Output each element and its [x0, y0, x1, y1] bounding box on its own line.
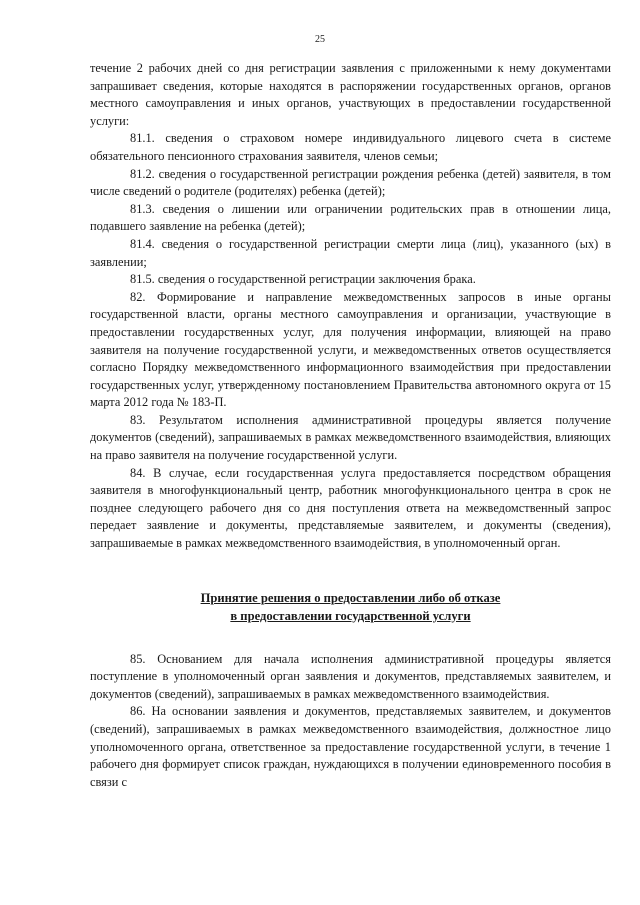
paragraph-p83: 83. Результатом исполнения административной процедуры является получение документов (сведений), запрашиваемых в рамках межведомственного взаимодействия, влияющих на право заявителя на получение государственной услуги.: [90, 412, 611, 463]
paragraph-p81-4: 81.4. сведения о государственной регистрации смерти лица (лиц), указанного (ых) в заявлении;: [90, 236, 611, 269]
paragraph-p82: 82. Формирование и направление межведомственных запросов в иные органы государственной власти, органы местного самоуправления и организации, участвующие в предоставлении государственных услуг, для получения информации, влияющей на право заявителя на получение государственной услуги, и межведомственных ответов осуществляется согласно Порядку межведомственного информационного взаимодействия при предоставлении государственных услуг, утвержденному постановлением Правительства автономного округа от 15 марта 2012 года № 183-П.: [90, 289, 611, 410]
section-heading-line-2: в предоставлении государственной услуги: [230, 608, 471, 623]
paragraph-p84: 84. В случае, если государственная услуга предоставляется посредством обращения заявителя в многофункциональный центр, работник многофункционального центра в срок не позднее следующего рабочего дня со дня поступления ответа на межведомственный запрос передает заявление и документы, представляемые заявителем, и документы (сведения), запрашиваемые в рамках межведомственного взаимодействия, в уполномоченный орган.: [90, 465, 611, 551]
paragraph-p81-2: 81.2. сведения о государственной регистрации рождения ребенка (детей) заявителя, в том числе сведений о родителе (родителях) ребенка (детей);: [90, 166, 611, 199]
section-heading: [90, 589, 611, 625]
paragraphs-bottom: [90, 651, 611, 792]
paragraph-p81-1: 81.1. сведения о страховом номере индивидуального лицевого счета в системе обязательного пенсионного страхования заявителя, членов семьи;: [90, 131, 611, 163]
document-body: [90, 60, 611, 791]
paragraph-p86: 86. На основании заявления и документов, представляемых заявителем, и документов (сведений), запрашиваемых в рамках межведомственного взаимодействия, должностное лицо уполномоченного органа, ответственное за предоставление государственной услуги, в течение 1 рабочего дня формирует список граждан, нуждающихся в получении единовременного пособия в связи с: [90, 704, 611, 789]
section-heading-line-1: Принятие решения о предоставлении либо об отказе: [200, 590, 501, 605]
paragraph-p81-3: 81.3. сведения о лишении или ограничении родительских прав в отношении лица, подавшего заявление на ребенка (детей);: [90, 201, 611, 234]
paragraph-p85: 85. Основанием для начала исполнения административной процедуры является поступление в уполномоченный орган заявления и документов, представляемых заявителем, и документов (сведений), запрашиваемых в рамках межведомственного взаимодействия.: [90, 651, 611, 701]
paragraph-intro: течение 2 рабочих дней со дня регистрации заявления с приложенными к нему документами запрашивает сведения, которые находятся в распоряжении государственных органов, органов местного самоуправления и иных органов, участвующих в предоставлении государственной услуги:: [90, 61, 611, 128]
paragraph-p81-5: 81.5. сведения о государственной регистрации заключения брака.: [130, 272, 476, 287]
page-number: 25: [315, 34, 325, 45]
paragraphs-top: [90, 60, 611, 553]
